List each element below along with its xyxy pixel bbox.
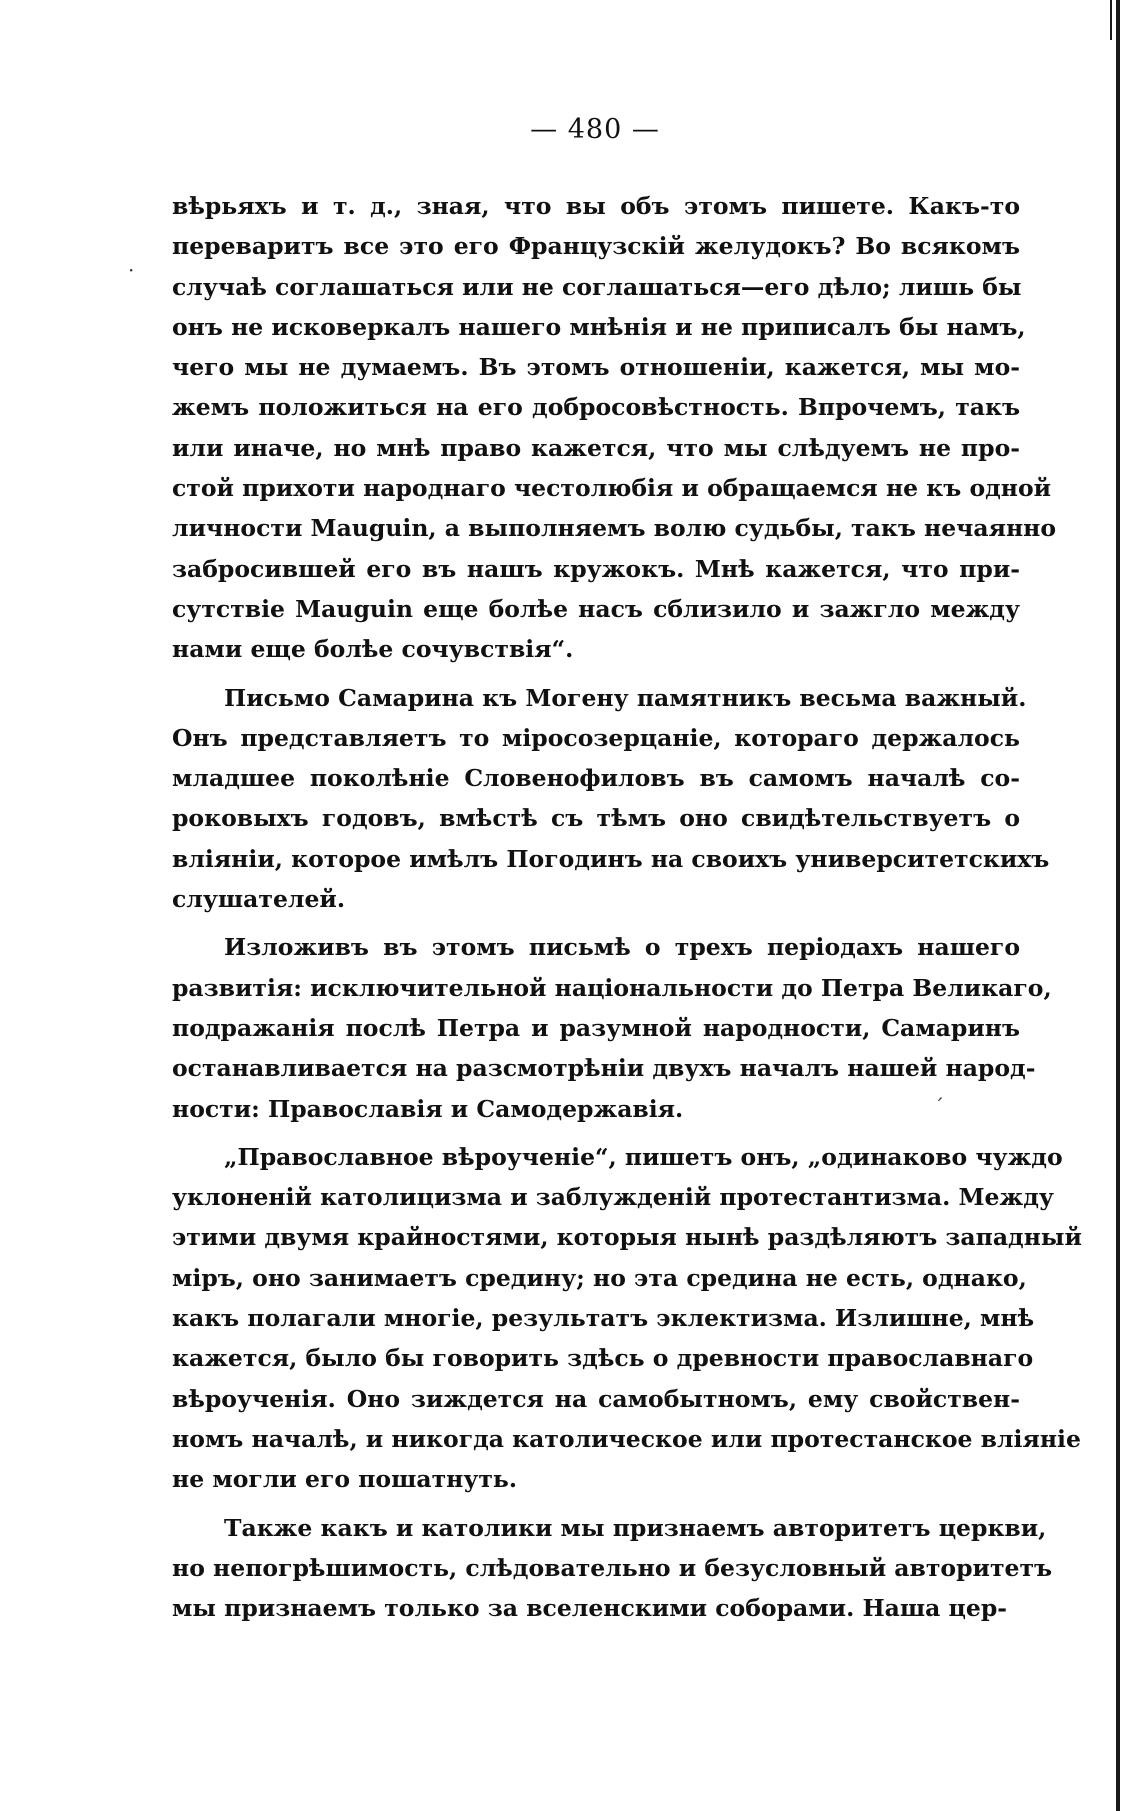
text-line: „Православное вѣроученіе“, пишетъ онъ, „одинаково чуждо [224,1142,1063,1171]
text-line: чего мы не думаемъ. Въ этомъ отношеніи, кажется, мы мо- [172,353,1020,382]
text-line: развитія: исключительной національности до Петра Великаго, [172,973,1052,1002]
page-edge-mark [1110,0,1112,40]
text-line: мы признаемъ только за вселенскими соборами. Наша цер- [172,1594,1008,1623]
paragraph-gap [172,670,1020,678]
paragraph [172,186,1057,670]
text-line: слушателей. [172,885,346,914]
paragraph-gap [172,1129,1020,1137]
text-line: вѣроученія. Оно зиждется на самобытномъ, ему свойствен- [172,1384,1020,1413]
text-line: Письмо Самарина къ Могену памятникъ весьма важный. [224,683,1027,712]
text-line: Также какъ и католики мы признаемъ авторитетъ церкви, [224,1513,1047,1542]
text-line: этими двумя крайностями, которыя нынѣ раздѣляютъ западный [172,1223,1082,1252]
body-text [172,186,1082,1628]
print-speck: · [128,258,135,282]
text-line: переваритъ все это его Французскій желудокъ? Во всякомъ [172,232,1020,261]
paragraph-gap [172,919,1020,927]
text-line: или иначе, но мнѣ право кажется, что мы слѣдуемъ не про- [172,433,1020,462]
text-line: кажется, было бы говорить здѣсь о древности православнаго [172,1344,1034,1373]
text-line: но непогрѣшимость, слѣдовательно и безусловный авторитетъ [172,1553,1053,1582]
text-line: стой прихоти народнаго честолюбія и обращаемся не къ одной [172,474,1052,503]
text-line: сутствіе Mauguin еще болѣе насъ сблизило и зажгло между [172,594,1020,623]
text-line: онъ не исковеркалъ нашего мнѣнія и не приписалъ бы намъ, [172,312,1026,341]
text-line: личности Mauguin, а выполняемъ волю судьбы, такъ нечаянно [172,514,1057,543]
paragraph [172,927,1052,1128]
page-number: — 480 — [530,114,660,145]
text-line: ности: Православія и Самодержавія. [172,1094,684,1123]
text-line: какъ полагали многіе, результатъ эклектизма. Излишне, мнѣ [172,1304,1035,1333]
text-line: номъ началѣ, и никогда католическое или протестанское вліяніе [172,1424,1081,1453]
text-line: жемъ положиться на его добросовѣстность. Впрочемъ, такъ [172,393,1020,422]
paragraph [172,1137,1082,1500]
text-line: нами еще болѣе сочувствія“. [172,635,574,664]
text-line: вліяніи, которое имѣлъ Погодинъ на своихъ университетскихъ [172,844,1050,873]
page-edge-rule [1116,0,1120,1811]
text-line: вѣрьяхъ и т. д., зная, что вы объ этомъ пишете. Какъ-то [172,192,1020,220]
paragraph [172,678,1050,920]
text-line: случаѣ соглашаться или не соглашаться—его дѣло; лишь бы [172,272,1022,301]
paragraph [172,1508,1053,1629]
text-line: забросившей его въ нашъ кружокъ. Мнѣ кажется, что при- [172,554,1020,583]
paragraph-gap [172,1500,1020,1508]
text-line: останавливается на разсмотрѣніи двухъ началъ нашей народ- [172,1054,1036,1083]
text-line: младшее поколѣніе Словенофиловъ въ самомъ началѣ со- [172,764,1020,793]
text-line: міръ, оно занимаетъ средину; но эта средина не есть, однако, [172,1263,1027,1292]
text-line: не могли его пошатнуть. [172,1465,518,1494]
text-line: Онъ представляетъ то міросозерцаніе, котораго держалось [172,723,1020,752]
text-line: роковыхъ годовъ, вмѣстѣ съ тѣмъ оно свидѣтельствуетъ о [172,804,1020,833]
print-speck: ˊ [934,1094,944,1118]
text-line: уклоненій католицизма и заблужденій протестантизма. Между [172,1183,1054,1212]
text-line: подражанія послѣ Петра и разумной народности, Самаринъ [172,1013,1020,1042]
text-line: Изложивъ въ этомъ письмѣ о трехъ періодахъ нашего [224,933,1020,962]
